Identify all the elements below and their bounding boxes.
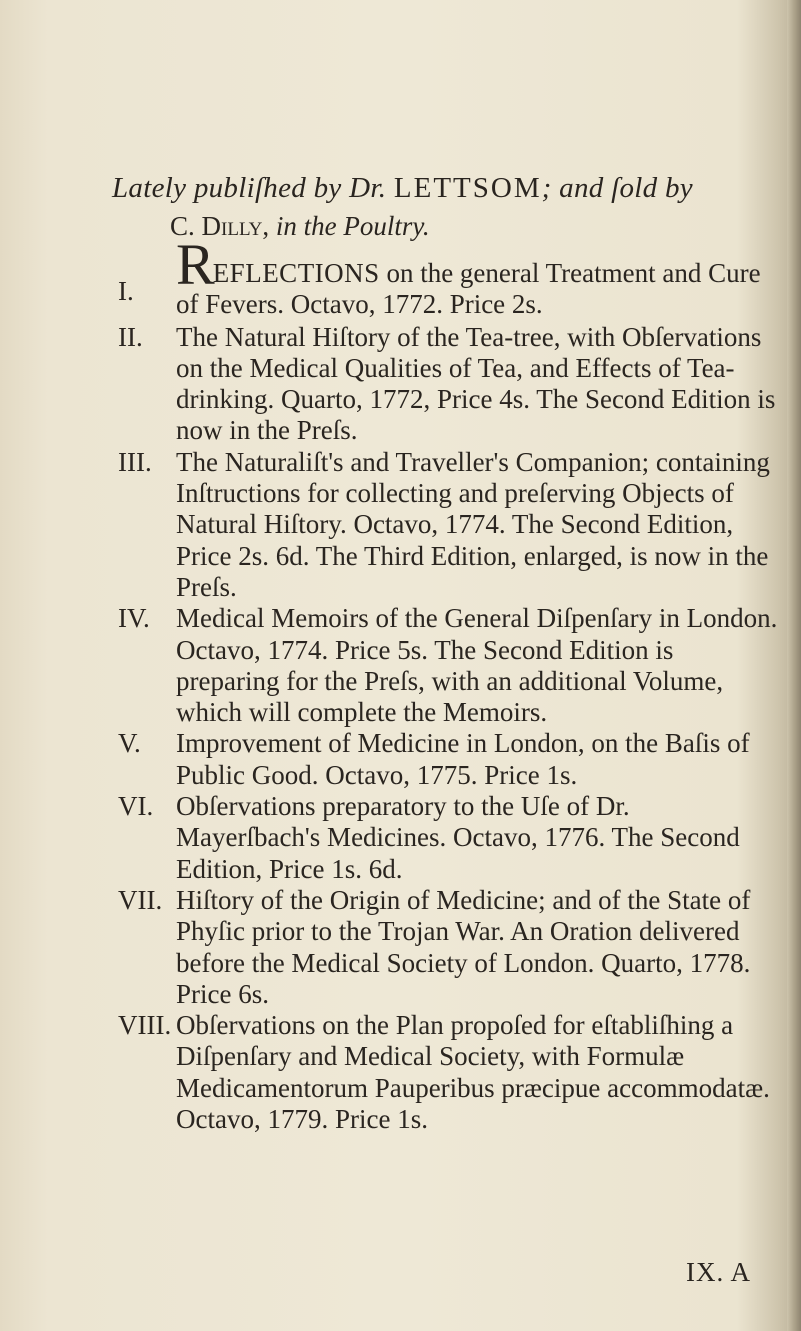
- header-author: LETTSOM: [393, 172, 542, 204]
- entry-caps: EFLECTIONS: [212, 258, 380, 288]
- entry-text: Obſervations preparatory to the Uſe of Dr. Mayerſbach's Medicines. Octavo, 1776. The Second Edition, Price 1s. 6d.: [176, 791, 740, 884]
- book-list: [118, 232, 778, 1135]
- entry-number: IV.: [118, 603, 150, 634]
- entry-number: VIII.: [118, 1010, 172, 1041]
- book-entry: [118, 322, 778, 447]
- header-tail: and ſold by: [559, 172, 693, 204]
- header-line-seller: [170, 211, 772, 242]
- entry-text: The Natural Hiſtory of the Tea-tree, with Obſervations on the Medical Qualities of Tea, and Effects of Tea-drinking. Quarto, 1772, Price 4s. The Second Edition is now in the Preſs.: [176, 321, 776, 446]
- entry-text: [176, 232, 778, 321]
- entry-number: I.: [118, 276, 134, 306]
- header-lead: Lately publiſhed by Dr.: [112, 172, 387, 204]
- faded-ink-marks: [230, 112, 470, 142]
- book-entry: [118, 885, 778, 1010]
- seller-initial: C.: [170, 211, 195, 241]
- entry-number: VI.: [118, 791, 154, 822]
- book-entry: [118, 447, 778, 603]
- drop-cap: R: [176, 232, 213, 297]
- entry-text: Obſervations on the Plan propoſed for eſtabliſhing a Diſpenſary and Medical Society, with Formulæ Medicamentorum Pauperibus præcipue accommodatæ. Octavo, 1779. Price 1s.: [176, 1010, 770, 1135]
- seller-place: in the Poultry.: [275, 211, 430, 241]
- entry-text: Improvement of Medicine in London, on the Baſis of Public Good. Octavo, 1775. Price 1s.: [176, 728, 750, 790]
- page-edge-shadow: [787, 0, 801, 1331]
- entry-number: V.: [118, 728, 141, 759]
- book-entry: [118, 791, 778, 885]
- entry-text: Medical Memoirs of the General Diſpenſary in London. Octavo, 1774. Price 5s. The Second Edition is preparing for the Preſs, with an additional Volume, which will complete the Memoirs.: [176, 603, 778, 728]
- catchword: IX. A: [686, 1257, 751, 1287]
- header-separator: ;: [541, 172, 552, 204]
- header-line-publisher: [112, 172, 772, 205]
- entry-text: The Naturaliſt's and Traveller's Companion; containing Inſtructions for collecting and preſerving Objects of Natural Hiſtory. Octavo, 1774. The Second Edition, Price 2s. 6d. The Third Edition, enlarged, is now in the Preſs.: [176, 446, 770, 602]
- entry-number: VII.: [118, 884, 163, 915]
- entry-text: Hiſtory of the Origin of Medicine; and of the State of Phyſic prior to the Trojan War. An Oration delivered before the Medical Society of London. Quarto, 1778. Price 6s.: [176, 884, 751, 1009]
- entry-number: II.: [118, 321, 143, 352]
- entry-number: III.: [118, 446, 152, 477]
- book-entry: [118, 232, 778, 321]
- book-entry: [118, 603, 778, 728]
- entry-body: on the general Treatment and Cure of Fevers. Octavo, 1772. Price 2s.: [176, 258, 761, 320]
- seller-name: Dilly,: [201, 211, 270, 241]
- book-entry: [118, 1010, 778, 1135]
- book-entry: [118, 728, 778, 791]
